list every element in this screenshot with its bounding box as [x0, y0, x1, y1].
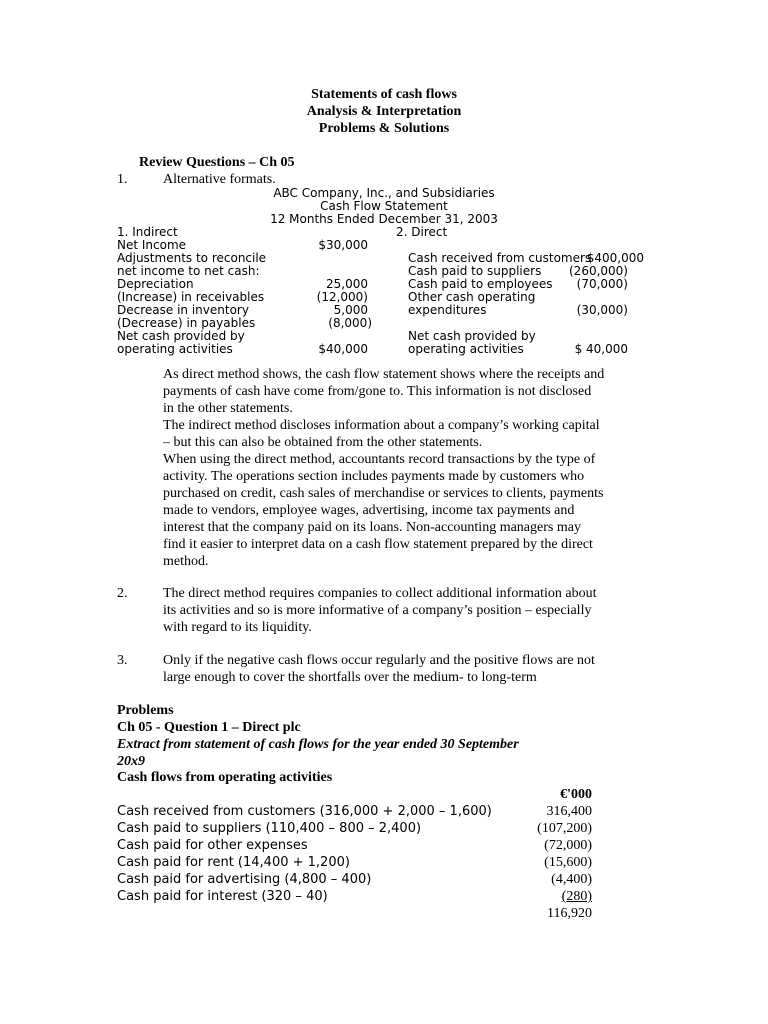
paragraph-line: interest that the company paid on its loans. Non-accounting managers may	[163, 520, 581, 535]
indirect-row-value: 5,000	[333, 303, 368, 317]
indirect-row-label: Depreciation	[117, 277, 194, 291]
indirect-row-label: (Increase) in receivables	[117, 290, 265, 304]
indirect-heading: 1. Indirect	[117, 225, 178, 239]
cash-flow-label: Cash paid to suppliers (110,400 – 800 – 2,400)	[117, 821, 422, 836]
direct-row-label: operating activities	[408, 342, 524, 356]
statement-name: Cash Flow Statement	[320, 199, 448, 213]
indirect-row-label: Net Income	[117, 238, 187, 252]
indirect-row-label: (Decrease) in payables	[117, 316, 256, 330]
paragraph-line: purchased on credit, cash sales of merchandise or services to clients, payments	[163, 486, 604, 501]
paragraph-line: When using the direct method, accountants record transactions by the type of	[163, 452, 596, 467]
indirect-row-value: $40,000	[318, 342, 368, 356]
indirect-row-value: $30,000	[318, 238, 368, 252]
extract-title: Extract from statement of cash flows for the year ended 30 September	[117, 737, 519, 752]
extract-title: 20x9	[117, 754, 145, 769]
document-title: Statements of cash flows	[311, 87, 457, 102]
review-questions-heading: Review Questions – Ch 05	[139, 155, 295, 170]
cash-flow-label: Cash paid for rent (14,400 + 1,200)	[117, 855, 350, 870]
direct-row-value: $ 40,000	[574, 342, 628, 356]
document-subtitle-2: Problems & Solutions	[318, 121, 450, 136]
direct-row-value: (70,000)	[576, 277, 628, 291]
answer-line: The direct method requires companies to collect additional information about	[163, 586, 597, 601]
cash-flow-value: (15,600)	[544, 855, 592, 870]
cash-flow-label: Cash paid for interest (320 – 40)	[117, 889, 328, 904]
cash-flow-total: 116,920	[547, 906, 592, 921]
statement-period: 12 Months Ended December 31, 2003	[270, 212, 498, 226]
direct-row-label: Other cash operating	[408, 290, 536, 304]
paragraph-line: made to vendors, employee wages, advertising, income tax payments and	[163, 503, 575, 518]
answer-line: large enough to cover the shortfalls over the medium- to long-term	[163, 670, 537, 685]
indirect-row-value: 25,000	[326, 277, 368, 291]
problem-heading: Ch 05 - Question 1 – Direct plc	[117, 720, 301, 735]
indirect-row-value: (12,000)	[316, 290, 368, 304]
paragraph-line: activity. The operations section includes payments made by customers who	[163, 469, 585, 484]
question-text: Alternative formats.	[163, 172, 276, 187]
question-number: 1.	[117, 172, 128, 187]
indirect-row-label: operating activities	[117, 342, 233, 356]
cash-flow-label: Cash paid for other expenses	[117, 838, 308, 853]
direct-row-label: Net cash provided by	[408, 329, 536, 343]
direct-row-label: expenditures	[408, 303, 487, 317]
direct-heading: 2. Direct	[396, 225, 448, 239]
indirect-row-label: net income to net cash:	[117, 264, 260, 278]
indirect-row-label: Net cash provided by	[117, 329, 245, 343]
direct-row-label: Cash received from customers	[408, 251, 592, 265]
direct-row-label: Cash paid to employees	[408, 277, 553, 291]
company-name: ABC Company, Inc., and Subsidiaries	[273, 186, 495, 200]
indirect-row-value: (8,000)	[328, 316, 372, 330]
paragraph-line: The indirect method discloses information about a company’s working capital	[163, 418, 600, 433]
paragraph-line: in the other statements.	[163, 401, 293, 416]
paragraph-line: – but this can also be obtained from the other statements.	[163, 435, 483, 450]
direct-row-label: Cash paid to suppliers	[408, 264, 542, 278]
paragraph-line: payments of cash have come from/gone to. This information is not disclosed	[163, 384, 592, 399]
cash-flow-value: (280)	[561, 889, 592, 904]
answer-line: with regard to its liquidity.	[163, 620, 312, 635]
indirect-row-label: Decrease in inventory	[117, 303, 249, 317]
direct-row-value: (260,000)	[569, 264, 628, 278]
answer-line: Only if the negative cash flows occur regularly and the positive flows are not	[163, 653, 595, 668]
direct-row-value: (30,000)	[576, 303, 628, 317]
problems-heading: Problems	[117, 703, 174, 718]
paragraph-line: find it easier to interpret data on a cash flow statement prepared by the direct	[163, 537, 593, 552]
cash-flow-value: 316,400	[546, 804, 592, 819]
cash-flow-value: (107,200)	[537, 821, 592, 836]
answer-line: its activities and so is more informative of a company’s position – especially	[163, 603, 592, 618]
question-number: 2.	[117, 586, 128, 601]
cash-flow-label: Cash paid for advertising (4,800 – 400)	[117, 872, 372, 887]
cash-flow-label: Cash received from customers (316,000 + 2,000 – 1,600)	[117, 804, 492, 819]
direct-row-value: $400,000	[586, 251, 644, 265]
cash-flow-value: (72,000)	[544, 838, 592, 853]
cash-flow-value: (4,400)	[551, 872, 592, 887]
document-subtitle: Analysis & Interpretation	[306, 104, 462, 119]
question-number: 3.	[117, 653, 128, 668]
paragraph-line: As direct method shows, the cash flow statement shows where the receipts and	[163, 367, 605, 382]
paragraph-line: method.	[163, 554, 209, 569]
indirect-row-label: Adjustments to reconcile	[117, 251, 267, 265]
currency-heading: €'000	[560, 787, 592, 802]
section-heading: Cash flows from operating activities	[117, 770, 333, 785]
